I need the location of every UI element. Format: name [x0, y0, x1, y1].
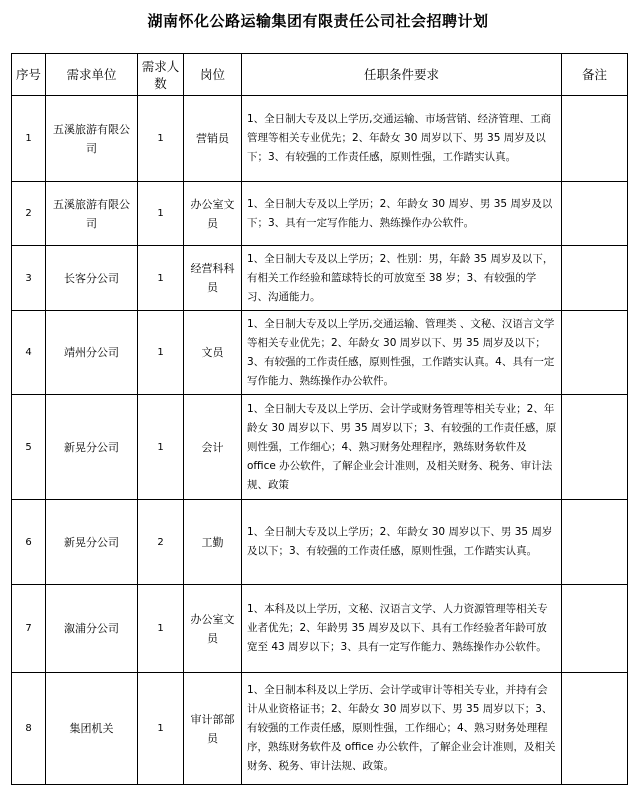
row-dept: 五溪旅游有限公司	[46, 182, 138, 246]
row-position: 审计部部员	[184, 673, 242, 785]
row-dept: 新晃分公司	[46, 500, 138, 585]
row-dept: 五溪旅游有限公司	[46, 96, 138, 182]
row-remarks	[562, 311, 628, 395]
page-title: 湖南怀化公路运输集团有限责任公司社会招聘计划	[147, 12, 489, 30]
row-no: 7	[12, 585, 46, 673]
row-remarks	[562, 500, 628, 585]
table-row	[12, 96, 628, 182]
row-requirements: 1、全日制本科及以上学历、会计学或审计等相关专业，并持有会计从业资格证书；2、年龄女 30 周岁以下、男 35 周岁以下；3、有较强的工作责任感，原则性强，工作细心；4、熟习财务处理程序，熟练财务软件及 office 办公软件，了解企业会计准则，及相关财务、税务、审计法规、政策。	[242, 673, 562, 785]
row-requirements: 1、全日制大专及以上学历、会计学或财务管理等相关专业；2、年龄女 30 周岁以下、男 35 周岁以下；3、有较强的工作责任感，原则性强，工作细心；4、熟习财务处理程序，熟练财务软件及 office 办公软件，了解企业会计准则，及相关财务、税务、审计法规、政策	[242, 395, 562, 500]
row-dept: 溆浦分公司	[46, 585, 138, 673]
row-requirements: 1、全日制大专及以上学历,交通运输、管理类 、文秘、汉语言文学等相关专业优先；2、年龄女 30 周岁以下、男 35 周岁及以下；3、有较强的工作责任感，原则性强，工作踏实认真。4、具有一定写作能力、熟练操作办公软件。	[242, 311, 562, 395]
row-remarks	[562, 585, 628, 673]
row-remarks	[562, 395, 628, 500]
row-position: 会计	[184, 395, 242, 500]
header-row	[12, 54, 628, 96]
row-requirements: 1、全日制大专及以上学历；2、年龄女 30 周岁以下、男 35 周岁及以下；3、有较强的工作责任感，原则性强，工作踏实认真。	[242, 500, 562, 585]
row-remarks	[562, 246, 628, 311]
row-position: 营销员	[184, 96, 242, 182]
row-count: 1	[138, 585, 184, 673]
row-requirements: 1、全日制大专及以上学历；2、年龄女 30 周岁、男 35 周岁及以下；3、具有一定写作能力、熟练操作办公软件。	[242, 182, 562, 246]
row-no: 8	[12, 673, 46, 785]
row-count: 1	[138, 246, 184, 311]
row-count: 1	[138, 96, 184, 182]
row-position: 文员	[184, 311, 242, 395]
header-dept: 需求单位	[46, 54, 138, 96]
table-row	[12, 585, 628, 673]
row-position: 经营科科员	[184, 246, 242, 311]
table-row	[12, 246, 628, 311]
row-count: 1	[138, 673, 184, 785]
row-dept: 靖州分公司	[46, 311, 138, 395]
row-position: 办公室文员	[184, 182, 242, 246]
row-count: 1	[138, 395, 184, 500]
header-count: 需求人数	[138, 54, 184, 96]
row-no: 1	[12, 96, 46, 182]
table-row	[12, 500, 628, 585]
row-dept: 长客分公司	[46, 246, 138, 311]
row-no: 3	[12, 246, 46, 311]
row-dept: 新晃分公司	[46, 395, 138, 500]
row-position: 办公室文员	[184, 585, 242, 673]
table-row	[12, 673, 628, 785]
row-no: 4	[12, 311, 46, 395]
header-requirements: 任职条件要求	[242, 54, 562, 96]
row-requirements: 1、本科及以上学历，文秘、汉语言文学、人力资源管理等相关专业者优先；2、年龄男 35 周岁及以下、具有工作经验者年龄可放宽至 43 周岁以下；3、具有一定写作能力、熟练操作办公软件。	[242, 585, 562, 673]
table-row	[12, 395, 628, 500]
row-count: 1	[138, 311, 184, 395]
row-count: 2	[138, 500, 184, 585]
row-no: 6	[12, 500, 46, 585]
recruitment-table	[11, 53, 628, 785]
row-remarks	[562, 96, 628, 182]
row-remarks	[562, 182, 628, 246]
row-requirements: 1、全日制大专及以上学历,交通运输、市场营销、经济管理、工商管理等相关专业优先；2、年龄女 30 周岁以下、男 35 周岁及以下；3、有较强的工作责任感，原则性强，工作踏实认真。	[242, 96, 562, 182]
table-row	[12, 311, 628, 395]
row-requirements: 1、全日制大专及以上学历；2、性别：男，年龄 35 周岁及以下，有相关工作经验和篮球特长的可放宽至 38 岁；3、有较强的学习、沟通能力。	[242, 246, 562, 311]
header-position: 岗位	[184, 54, 242, 96]
row-no: 2	[12, 182, 46, 246]
row-count: 1	[138, 182, 184, 246]
row-dept: 集团机关	[46, 673, 138, 785]
row-remarks	[562, 673, 628, 785]
row-position: 工勤	[184, 500, 242, 585]
header-no: 序号	[12, 54, 46, 96]
header-remarks: 备注	[562, 54, 628, 96]
row-no: 5	[12, 395, 46, 500]
table-row	[12, 182, 628, 246]
